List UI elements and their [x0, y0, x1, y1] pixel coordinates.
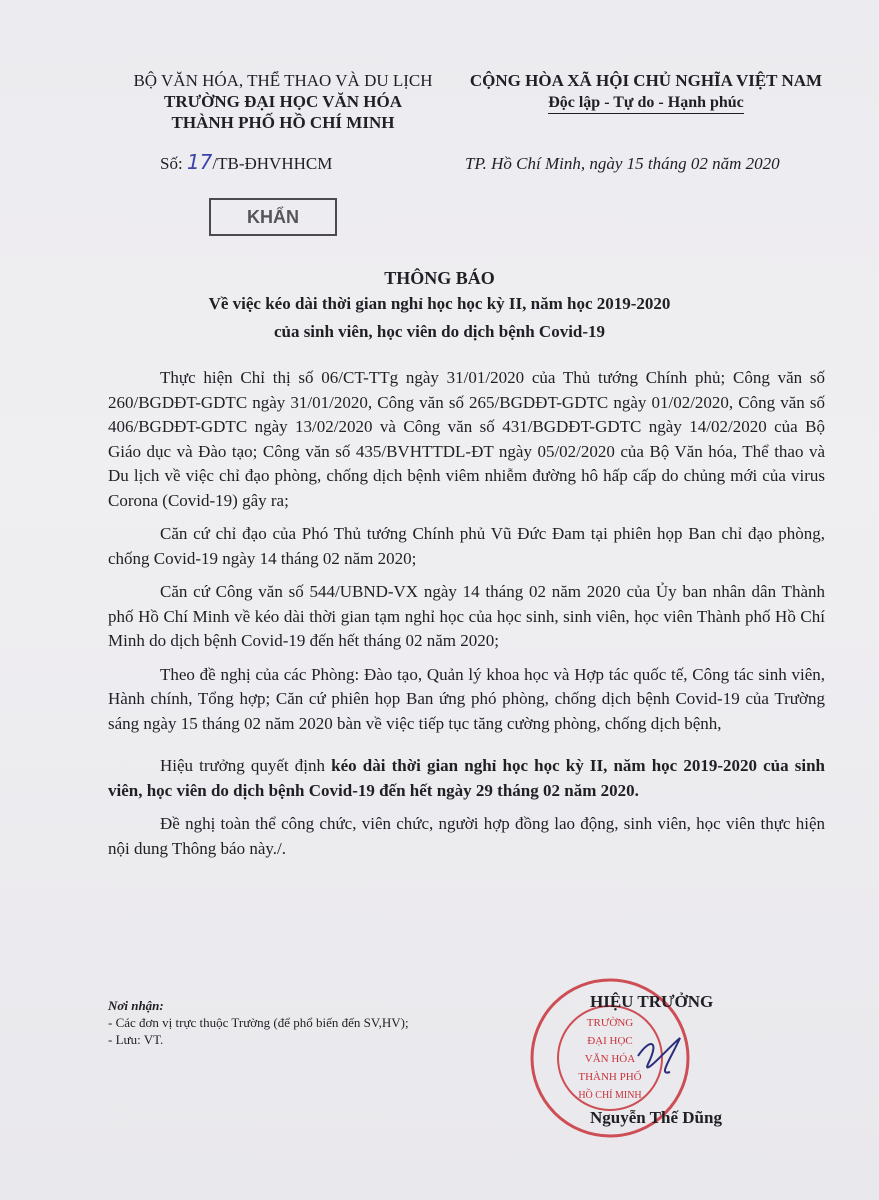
signatory-title: HIỆU TRƯỞNG: [590, 992, 714, 1011]
document-body: [108, 366, 825, 870]
doc-number-suffix: /TB-ĐHVHHCM: [212, 154, 333, 173]
document-subject-line1: Về việc kéo dài thời gian nghỉ học học kỳ II, năm học 2019-2020: [208, 294, 671, 313]
seal-line: THÀNH PHỐ: [578, 1071, 642, 1083]
national-header: [446, 70, 846, 114]
body-paragraph: Theo đề nghị của các Phòng: Đào tạo, Quản lý khoa học và Hợp tác quốc tế, Công tác sinh viên, Hành chính, Tổng hợp; Căn cứ phiên họp Ban ứng phó phòng, chống dịch bệnh Covid-19 của Trường sáng ngày 15 tháng 02 năm 2020 bàn về việc tiếp tục tăng cường phòng, chống dịch bệnh,: [108, 664, 825, 733]
decision-text: kéo dài thời gian nghỉ học học kỳ II, năm học 2019-2020 của sinh viên, học viên do dịch bệnh Covid-19 đến hết ngày 29 tháng 02 năm 2020: [108, 756, 826, 800]
body-paragraph: Căn cứ Công văn số 544/UBND-VX ngày 14 tháng 02 năm 2020 của Ủy ban nhân dân Thành phố Hồ Chí Minh về kéo dài thời gian tạm nghỉ học của học sinh, sinh viên, học viên Thành phố Hồ Chí Minh do dịch bệnh Covid-19 đến hết tháng 02 năm 2020;: [108, 582, 825, 650]
seal-line: ĐẠI HỌC: [587, 1035, 633, 1047]
urgent-stamp: KHẨN: [209, 198, 337, 236]
recipients-block: [108, 997, 409, 1048]
document-number: [160, 150, 332, 174]
signatory-name: Nguyễn Thế Dũng: [590, 1108, 722, 1127]
issuer-header: [108, 70, 458, 133]
national-motto: Độc lập - Tự do - Hạnh phúc: [548, 92, 744, 114]
body-paragraph: Thực hiện Chỉ thị số 06/CT-TTg ngày 31/01/2020 của Thủ tướng Chính phủ; Công văn số 260/BGDĐT-GDTC ngày 31/01/2020, Công văn số 265/BGDĐT-GDTC ngày 01/02/2020, Công văn số 406/BGDĐT-GDTC ngày 13/02/2020 và Công văn số 431/BGDĐT-GDTC ngày 14/02/2020 của Bộ Giáo dục và Đào tạo; Công văn số 435/BVHTTDL-ĐT ngày 05/02/2020 của Bộ Văn hóa, Thể thao và Du lịch về việc chỉ đạo phòng, chống dịch bệnh viêm nhiễm đường hô hấp cấp do chủng mới của virus Corona (Covid-19) gây ra;: [108, 368, 825, 510]
recipient-item: - Các đơn vị trực thuộc Trường (để phổ biến đến SV,HV);: [108, 1015, 409, 1030]
recipients-label: Nơi nhận:: [108, 998, 164, 1013]
doc-number-prefix: Số:: [160, 154, 187, 173]
seal-line: VĂN HÓA: [584, 1053, 636, 1065]
ministry-name: BỘ VĂN HÓA, THỂ THAO VÀ DU LỊCH: [133, 71, 433, 90]
republic-name: CỘNG HÒA XÃ HỘI CHỦ NGHĨA VIỆT NAM: [469, 71, 823, 90]
place-date: TP. Hồ Chí Minh, ngày 15 tháng 02 năm 2020: [465, 154, 780, 173]
seal-line: HỒ CHÍ MINH: [578, 1090, 642, 1101]
document-subject-line2: của sinh viên, học viên do dịch bệnh Covid-19: [273, 322, 606, 341]
decision-prefix: Hiệu trưởng quyết định: [160, 756, 332, 775]
body-paragraph: Căn cứ chỉ đạo của Phó Thủ tướng Chính phủ Vũ Đức Đam tại phiên họp Ban chỉ đạo phòng, chống Covid-19 ngày 14 tháng 02 năm 2020;: [108, 524, 825, 568]
document-title: THÔNG BÁO: [384, 268, 495, 288]
school-name-line1: TRƯỜNG ĐẠI HỌC VĂN HÓA: [163, 92, 402, 111]
doc-number-handwritten: 17: [186, 150, 213, 174]
recipient-item: - Lưu: VT.: [108, 1032, 164, 1047]
decision-suffix: .: [634, 780, 639, 800]
seal-line: TRƯỜNG: [586, 1017, 634, 1029]
decision-paragraph: [108, 754, 825, 803]
school-name-line2: THÀNH PHỐ HỒ CHÍ MINH: [171, 113, 395, 132]
body-paragraph: Đề nghị toàn thể công chức, viên chức, người hợp đồng lao động, sinh viên, học viên thực hiện nội dung Thông báo này./.: [108, 814, 825, 858]
